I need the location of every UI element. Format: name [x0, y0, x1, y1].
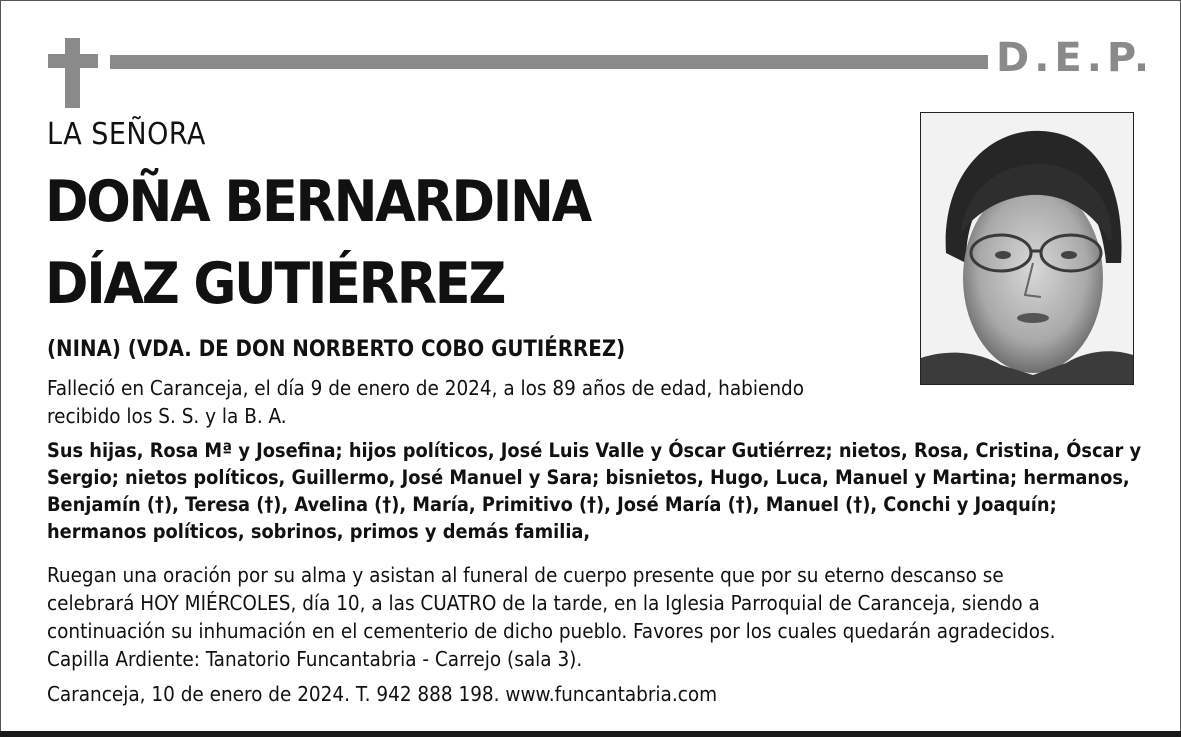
- portrait-image: [921, 113, 1133, 384]
- dep-label: D.E.P.: [996, 35, 1155, 81]
- footer-contact: Caranceja, 10 de enero de 2024. T. 942 888 198. www.funcantabria.com: [47, 682, 718, 706]
- funeral-paragraph: Ruegan una oración por su alma y asistan al funeral de cuerpo presente que por su eterno descanso se celebrará HOY MIÉRCOLES, día 10, a las CUATRO de la tarde, en la Iglesia Parroquial de Caranceja, siendo a continuación su inhumación en el cementerio de dicho pueblo. Favores por los cuales quedarán agradecidos. Capilla Ardiente: Tanatorio Funcantabria - Carrejo (sala 3).: [47, 563, 1056, 671]
- deceased-name-line1: DOÑA BERNARDINA: [45, 169, 590, 235]
- cross-icon: [65, 38, 80, 108]
- death-info-paragraph: Falleció en Caranceja, el día 9 de enero de 2024, a los 89 años de edad, habiendo recibido los S. S. y la B. A.: [47, 376, 805, 428]
- bottom-border: [0, 731, 1181, 737]
- header-rule: [110, 55, 988, 69]
- family-paragraph: Sus hijas, Rosa Mª y Josefina; hijos políticos, José Luis Valle y Óscar Gutiérrez; nietos, Rosa, Cristina, Óscar y Sergio; nietos políticos, Guillermo, José Manuel y Sara; bisnietos, Hugo, Luca, Manuel y Martina; hermanos, Benjamín (†), Teresa (†), Avelina (†), María, Primitivo (†), José María (†), Manuel (†), Conchi y Joaquín; hermanos políticos, sobrinos, primos y demás familia,: [47, 439, 1142, 543]
- cross-icon-bar: [48, 54, 98, 68]
- deceased-subtitle: (NINA) (VDA. DE DON NORBERTO COBO GUTIÉRREZ): [47, 337, 626, 362]
- portrait-photo: [920, 112, 1134, 385]
- deceased-name-line2: DÍAZ GUTIÉRREZ: [45, 251, 505, 317]
- notice-title: LA SEÑORA: [47, 117, 206, 152]
